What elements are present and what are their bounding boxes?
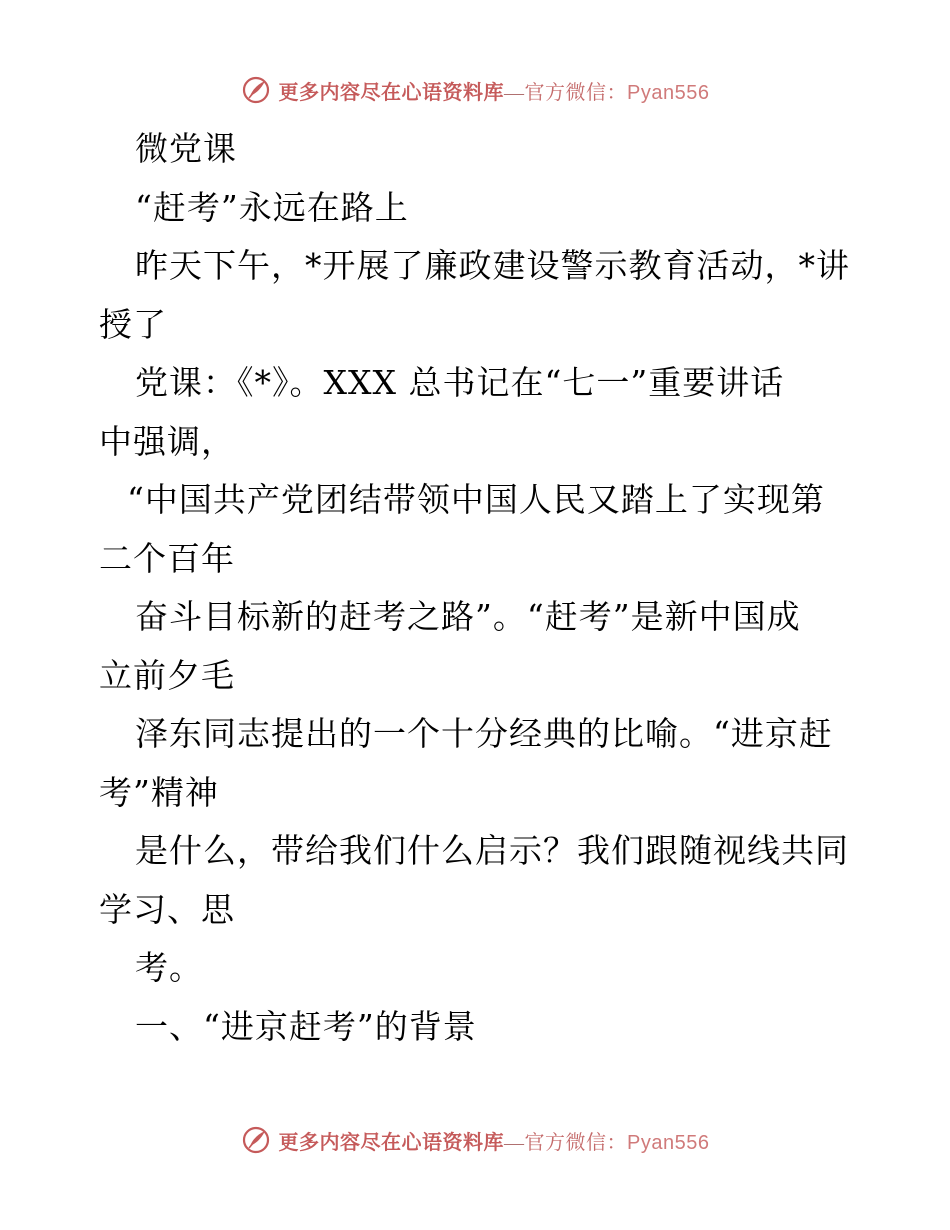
paragraph-line: 奋斗目标新的赶考之路”。“赶考”是新中国成: [135, 597, 801, 636]
paragraph-line: “中国共产党团结带领中国人民又踏上了实现第: [127, 480, 825, 519]
paragraph-line: 是什么，带给我们什么启示？我们跟随视线共同: [135, 831, 849, 870]
doc-title: 微党课: [135, 129, 237, 168]
paragraph-line: 党课：《*》。XXX 总书记在“七一”重要讲话: [135, 363, 785, 402]
paragraph-line: 泽东同志提出的一个十分经典的比喻。“进京赶: [135, 714, 833, 753]
section-heading: 一、“进京赶考”的背景: [135, 1006, 477, 1046]
paragraph-line: 立前夕毛: [99, 655, 235, 695]
watermark-text: 更多内容尽在心语资料库—官方微信：Pyan556: [278, 81, 710, 104]
paragraph-line: 考”精神: [99, 772, 219, 812]
doc-subtitle: “赶考”永远在路上: [135, 187, 409, 227]
paragraph-line: 昨天下午，*开展了廉政建设警示教育活动，*讲: [135, 246, 850, 285]
paragraph-line: 学习、思: [99, 889, 235, 929]
document-body: [99, 120, 859, 1056]
paragraph-line: 授了: [99, 304, 167, 344]
paragraph-line: 考。: [135, 948, 203, 987]
paragraph-line: 二个百年: [99, 538, 235, 578]
watermark-text: 更多内容尽在心语资料库—官方微信：Pyan556: [278, 1131, 710, 1154]
paragraph-line: 中强调，: [99, 421, 235, 461]
quill-logo-icon: [241, 1125, 271, 1155]
watermark-header: [0, 70, 950, 110]
quill-logo-icon: [241, 75, 271, 105]
watermark-footer: [0, 1120, 950, 1160]
